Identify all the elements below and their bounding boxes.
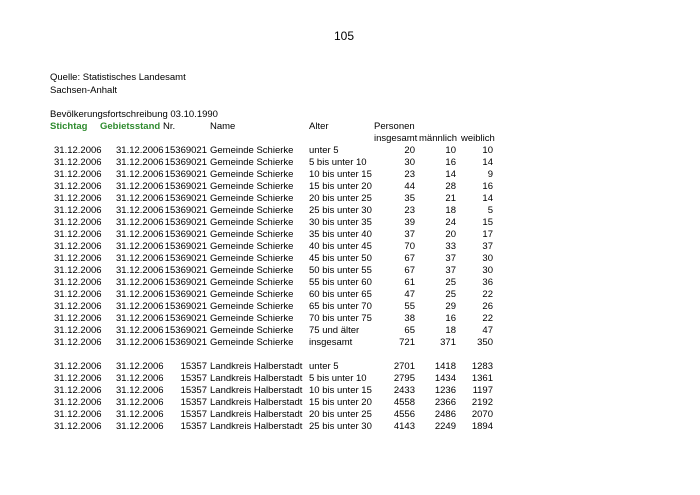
cell-gebietsstand: 31.12.2006 bbox=[116, 361, 164, 372]
cell-gebietsstand: 31.12.2006 bbox=[116, 229, 164, 240]
cell-nr: 15369021 bbox=[164, 337, 207, 348]
cell-name: Gemeinde Schierke bbox=[210, 229, 294, 240]
header-weiblich: weiblich bbox=[461, 133, 495, 144]
cell-name: Gemeinde Schierke bbox=[210, 217, 294, 228]
cell-maennlich: 16 bbox=[445, 157, 456, 168]
cell-nr: 15369021 bbox=[164, 193, 207, 204]
cell-gebietsstand: 31.12.2006 bbox=[116, 193, 164, 204]
cell-insgesamt: 20 bbox=[404, 145, 415, 156]
cell-name: Landkreis Halberstadt bbox=[210, 373, 303, 384]
cell-stichtag: 31.12.2006 bbox=[54, 277, 102, 288]
cell-nr: 15369021 bbox=[164, 313, 207, 324]
header-nr: Nr. bbox=[163, 121, 176, 132]
cell-weiblich: 36 bbox=[482, 277, 493, 288]
cell-nr: 15369021 bbox=[164, 181, 207, 192]
cell-maennlich: 1236 bbox=[434, 385, 456, 396]
cell-weiblich: 15 bbox=[482, 217, 493, 228]
cell-gebietsstand: 31.12.2006 bbox=[116, 301, 164, 312]
cell-maennlich: 16 bbox=[445, 313, 456, 324]
cell-name: Landkreis Halberstadt bbox=[210, 361, 303, 372]
cell-alter: 70 bis unter 75 bbox=[309, 313, 372, 324]
cell-stichtag: 31.12.2006 bbox=[54, 205, 102, 216]
cell-alter: 75 und älter bbox=[309, 325, 360, 336]
cell-weiblich: 350 bbox=[477, 337, 493, 348]
cell-insgesamt: 47 bbox=[404, 289, 415, 300]
cell-nr: 15357 bbox=[180, 397, 207, 408]
cell-name: Gemeinde Schierke bbox=[210, 337, 294, 348]
cell-gebietsstand: 31.12.2006 bbox=[116, 397, 164, 408]
cell-maennlich: 33 bbox=[445, 241, 456, 252]
cell-name: Landkreis Halberstadt bbox=[210, 385, 303, 396]
cell-nr: 15369021 bbox=[164, 277, 207, 288]
header-personen: Personen bbox=[374, 121, 415, 132]
cell-insgesamt: 30 bbox=[404, 157, 415, 168]
cell-stichtag: 31.12.2006 bbox=[54, 409, 102, 420]
cell-gebietsstand: 31.12.2006 bbox=[116, 253, 164, 264]
cell-nr: 15369021 bbox=[164, 289, 207, 300]
cell-gebietsstand: 31.12.2006 bbox=[116, 205, 164, 216]
cell-nr: 15369021 bbox=[164, 241, 207, 252]
cell-alter: 10 bis unter 15 bbox=[309, 385, 372, 396]
cell-maennlich: 29 bbox=[445, 301, 456, 312]
cell-gebietsstand: 31.12.2006 bbox=[116, 157, 164, 168]
cell-insgesamt: 4558 bbox=[393, 397, 415, 408]
cell-gebietsstand: 31.12.2006 bbox=[116, 313, 164, 324]
cell-maennlich: 371 bbox=[440, 337, 456, 348]
cell-name: Gemeinde Schierke bbox=[210, 181, 294, 192]
cell-maennlich: 20 bbox=[445, 229, 456, 240]
cell-nr: 15357 bbox=[180, 373, 207, 384]
cell-stichtag: 31.12.2006 bbox=[54, 169, 102, 180]
cell-nr: 15369021 bbox=[164, 217, 207, 228]
cell-weiblich: 30 bbox=[482, 253, 493, 264]
cell-insgesamt: 4143 bbox=[393, 421, 415, 432]
cell-stichtag: 31.12.2006 bbox=[54, 337, 102, 348]
cell-maennlich: 25 bbox=[445, 289, 456, 300]
cell-insgesamt: 2701 bbox=[393, 361, 415, 372]
cell-stichtag: 31.12.2006 bbox=[54, 265, 102, 276]
cell-name: Landkreis Halberstadt bbox=[210, 409, 303, 420]
cell-insgesamt: 44 bbox=[404, 181, 415, 192]
cell-gebietsstand: 31.12.2006 bbox=[116, 409, 164, 420]
table-subtitle: Bevölkerungsfortschreibung 03.10.1990 bbox=[50, 109, 218, 120]
cell-nr: 15369021 bbox=[164, 253, 207, 264]
cell-insgesamt: 67 bbox=[404, 253, 415, 264]
cell-stichtag: 31.12.2006 bbox=[54, 325, 102, 336]
cell-alter: 45 bis unter 50 bbox=[309, 253, 372, 264]
cell-gebietsstand: 31.12.2006 bbox=[116, 169, 164, 180]
source-line: Sachsen-Anhalt bbox=[50, 85, 118, 96]
cell-insgesamt: 65 bbox=[404, 325, 415, 336]
cell-alter: unter 5 bbox=[309, 361, 339, 372]
cell-stichtag: 31.12.2006 bbox=[54, 289, 102, 300]
cell-name: Gemeinde Schierke bbox=[210, 253, 294, 264]
cell-weiblich: 26 bbox=[482, 301, 493, 312]
cell-weiblich: 1361 bbox=[471, 373, 493, 384]
cell-alter: 50 bis unter 55 bbox=[309, 265, 372, 276]
cell-name: Gemeinde Schierke bbox=[210, 289, 294, 300]
cell-weiblich: 22 bbox=[482, 289, 493, 300]
cell-nr: 15369021 bbox=[164, 229, 207, 240]
cell-gebietsstand: 31.12.2006 bbox=[116, 421, 164, 432]
cell-stichtag: 31.12.2006 bbox=[54, 301, 102, 312]
cell-insgesamt: 70 bbox=[404, 241, 415, 252]
cell-name: Landkreis Halberstadt bbox=[210, 421, 303, 432]
cell-stichtag: 31.12.2006 bbox=[54, 241, 102, 252]
cell-insgesamt: 39 bbox=[404, 217, 415, 228]
cell-gebietsstand: 31.12.2006 bbox=[116, 217, 164, 228]
cell-alter: 25 bis unter 30 bbox=[309, 205, 372, 216]
cell-weiblich: 9 bbox=[487, 169, 493, 180]
page-number: 105 bbox=[333, 29, 355, 43]
cell-alter: 5 bis unter 10 bbox=[309, 157, 367, 168]
cell-weiblich: 2192 bbox=[471, 397, 493, 408]
cell-insgesamt: 38 bbox=[404, 313, 415, 324]
cell-gebietsstand: 31.12.2006 bbox=[116, 241, 164, 252]
cell-alter: 60 bis unter 65 bbox=[309, 289, 372, 300]
cell-name: Landkreis Halberstadt bbox=[210, 397, 303, 408]
cell-nr: 15369021 bbox=[164, 301, 207, 312]
cell-name: Gemeinde Schierke bbox=[210, 325, 294, 336]
cell-weiblich: 16 bbox=[482, 181, 493, 192]
cell-insgesamt: 23 bbox=[404, 205, 415, 216]
cell-insgesamt: 55 bbox=[404, 301, 415, 312]
cell-insgesamt: 4556 bbox=[393, 409, 415, 420]
cell-stichtag: 31.12.2006 bbox=[54, 145, 102, 156]
cell-weiblich: 37 bbox=[482, 241, 493, 252]
header-maennlich: männlich bbox=[419, 133, 458, 144]
cell-alter: 20 bis unter 25 bbox=[309, 193, 372, 204]
cell-maennlich: 1418 bbox=[434, 361, 456, 372]
cell-weiblich: 2070 bbox=[471, 409, 493, 420]
cell-insgesamt: 37 bbox=[404, 229, 415, 240]
cell-maennlich: 2249 bbox=[434, 421, 456, 432]
cell-maennlich: 14 bbox=[445, 169, 456, 180]
cell-alter: 40 bis unter 45 bbox=[309, 241, 372, 252]
header-name: Name bbox=[210, 121, 236, 132]
cell-name: Gemeinde Schierke bbox=[210, 157, 294, 168]
cell-maennlich: 2366 bbox=[434, 397, 456, 408]
cell-weiblich: 1894 bbox=[471, 421, 493, 432]
header-stichtag: Stichtag bbox=[50, 121, 88, 132]
header-gebietsstand: Gebietsstand bbox=[100, 121, 161, 132]
cell-maennlich: 21 bbox=[445, 193, 456, 204]
cell-stichtag: 31.12.2006 bbox=[54, 181, 102, 192]
source-block bbox=[50, 71, 186, 97]
cell-nr: 15369021 bbox=[164, 325, 207, 336]
cell-alter: unter 5 bbox=[309, 145, 339, 156]
cell-name: Gemeinde Schierke bbox=[210, 145, 294, 156]
cell-alter: 15 bis unter 20 bbox=[309, 397, 372, 408]
cell-alter: 15 bis unter 20 bbox=[309, 181, 372, 192]
cell-gebietsstand: 31.12.2006 bbox=[116, 181, 164, 192]
cell-name: Gemeinde Schierke bbox=[210, 193, 294, 204]
cell-stichtag: 31.12.2006 bbox=[54, 385, 102, 396]
cell-stichtag: 31.12.2006 bbox=[54, 157, 102, 168]
source-line: Quelle: Statistisches Landesamt bbox=[50, 72, 186, 83]
cell-weiblich: 14 bbox=[482, 193, 493, 204]
cell-maennlich: 18 bbox=[445, 325, 456, 336]
cell-maennlich: 24 bbox=[445, 217, 456, 228]
cell-weiblich: 17 bbox=[482, 229, 493, 240]
cell-alter: 35 bis unter 40 bbox=[309, 229, 372, 240]
cell-nr: 15357 bbox=[180, 361, 207, 372]
cell-maennlich: 25 bbox=[445, 277, 456, 288]
cell-name: Gemeinde Schierke bbox=[210, 241, 294, 252]
cell-alter: 25 bis unter 30 bbox=[309, 421, 372, 432]
cell-insgesamt: 61 bbox=[404, 277, 415, 288]
cell-weiblich: 1197 bbox=[472, 385, 493, 396]
cell-gebietsstand: 31.12.2006 bbox=[116, 265, 164, 276]
cell-maennlich: 10 bbox=[445, 145, 456, 156]
cell-weiblich: 1283 bbox=[471, 361, 493, 372]
cell-alter: 65 bis unter 70 bbox=[309, 301, 372, 312]
cell-alter: insgesamt bbox=[309, 337, 353, 348]
cell-alter: 20 bis unter 25 bbox=[309, 409, 372, 420]
cell-nr: 15357 bbox=[180, 409, 207, 420]
cell-stichtag: 31.12.2006 bbox=[54, 373, 102, 384]
cell-gebietsstand: 31.12.2006 bbox=[116, 373, 164, 384]
cell-insgesamt: 23 bbox=[404, 169, 415, 180]
cell-weiblich: 30 bbox=[482, 265, 493, 276]
cell-name: Gemeinde Schierke bbox=[210, 205, 294, 216]
cell-name: Gemeinde Schierke bbox=[210, 265, 294, 276]
cell-name: Gemeinde Schierke bbox=[210, 277, 294, 288]
cell-insgesamt: 35 bbox=[404, 193, 415, 204]
cell-stichtag: 31.12.2006 bbox=[54, 193, 102, 204]
cell-name: Gemeinde Schierke bbox=[210, 301, 294, 312]
header-insgesamt: insgesamt bbox=[374, 133, 418, 144]
cell-weiblich: 14 bbox=[482, 157, 493, 168]
cell-insgesamt: 721 bbox=[399, 337, 415, 348]
cell-gebietsstand: 31.12.2006 bbox=[116, 385, 164, 396]
cell-gebietsstand: 31.12.2006 bbox=[116, 325, 164, 336]
cell-maennlich: 1434 bbox=[434, 373, 456, 384]
cell-alter: 5 bis unter 10 bbox=[309, 373, 367, 384]
cell-weiblich: 22 bbox=[482, 313, 493, 324]
header-alter: Alter bbox=[309, 121, 329, 132]
cell-gebietsstand: 31.12.2006 bbox=[116, 277, 164, 288]
cell-insgesamt: 67 bbox=[404, 265, 415, 276]
cell-insgesamt: 2795 bbox=[393, 373, 415, 384]
cell-alter: 10 bis unter 15 bbox=[309, 169, 372, 180]
cell-nr: 15369021 bbox=[164, 145, 207, 156]
cell-nr: 15369021 bbox=[164, 157, 207, 168]
cell-gebietsstand: 31.12.2006 bbox=[116, 145, 164, 156]
cell-stichtag: 31.12.2006 bbox=[54, 313, 102, 324]
cell-name: Gemeinde Schierke bbox=[210, 313, 294, 324]
cell-maennlich: 37 bbox=[445, 253, 456, 264]
cell-weiblich: 10 bbox=[482, 145, 493, 156]
cell-stichtag: 31.12.2006 bbox=[54, 421, 102, 432]
cell-stichtag: 31.12.2006 bbox=[54, 253, 102, 264]
cell-maennlich: 28 bbox=[445, 181, 456, 192]
cell-maennlich: 2486 bbox=[434, 409, 456, 420]
cell-stichtag: 31.12.2006 bbox=[54, 361, 102, 372]
cell-name: Gemeinde Schierke bbox=[210, 169, 294, 180]
cell-nr: 15369021 bbox=[164, 265, 207, 276]
cell-alter: 55 bis unter 60 bbox=[309, 277, 372, 288]
cell-stichtag: 31.12.2006 bbox=[54, 229, 102, 240]
cell-stichtag: 31.12.2006 bbox=[54, 397, 102, 408]
cell-nr: 15357 bbox=[180, 385, 207, 396]
cell-weiblich: 47 bbox=[482, 325, 493, 336]
cell-gebietsstand: 31.12.2006 bbox=[116, 289, 164, 300]
cell-weiblich: 5 bbox=[487, 205, 493, 216]
cell-gebietsstand: 31.12.2006 bbox=[116, 337, 164, 348]
cell-nr: 15369021 bbox=[164, 169, 207, 180]
cell-nr: 15369021 bbox=[164, 205, 207, 216]
cell-maennlich: 18 bbox=[445, 205, 456, 216]
cell-insgesamt: 2433 bbox=[393, 385, 415, 396]
cell-stichtag: 31.12.2006 bbox=[54, 217, 102, 228]
cell-maennlich: 37 bbox=[445, 265, 456, 276]
cell-nr: 15357 bbox=[180, 421, 207, 432]
cell-alter: 30 bis unter 35 bbox=[309, 217, 372, 228]
